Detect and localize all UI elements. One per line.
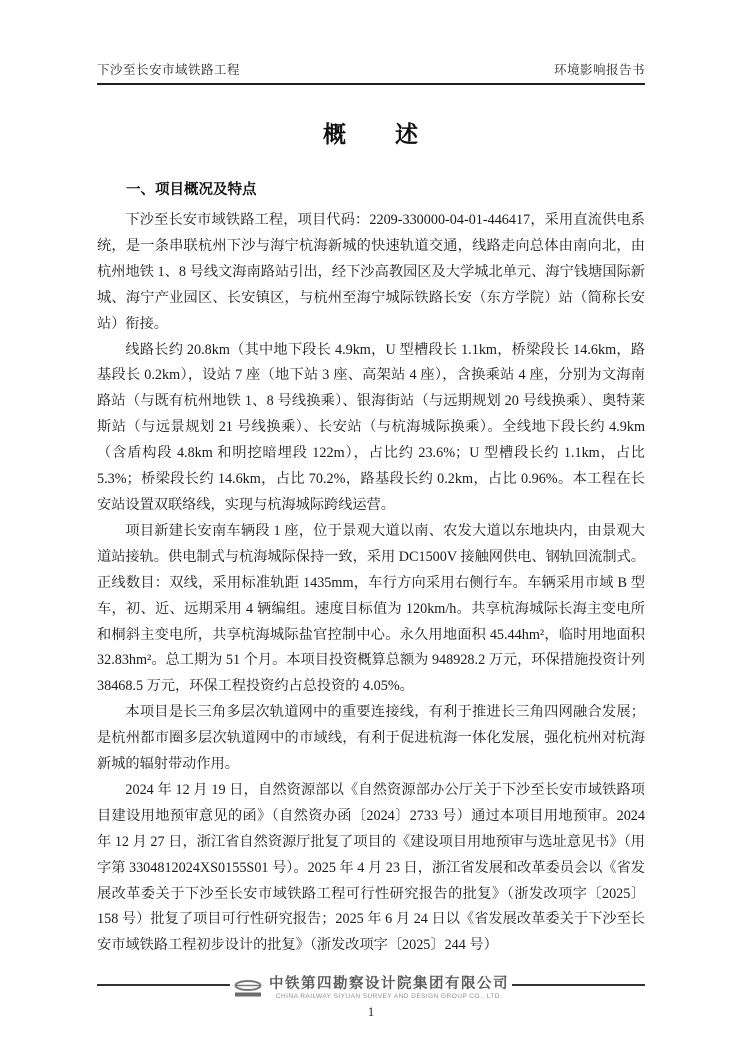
paragraph: 下沙至长安市域铁路工程，项目代码：2209-330000-04-01-446417，采用直流供电系统，是一条串联杭州下沙与海宁杭海新城的快速轨道交通，线路走向总体由南向北，由杭州地铁 1、8 号线文海南路站引出，经下沙高教园区及大学城北单元、海宁钱塘国际新城、海宁产业园区、长安镇区，与杭州至海宁城际铁路长安（东方学院）站（简称长安站）衔接。 (97, 212, 645, 332)
page-header (97, 60, 645, 85)
section-heading: 一、项目概况及特点 (126, 182, 257, 198)
paragraph: 本项目是长三角多层次轨道网中的重要连接线，有利于推进长三角四网融合发展；是杭州都市圈多层次轨道网中的市域线，有利于促进杭海一体化发展，强化杭州对杭海新城的辐射带动作用。 (97, 704, 645, 773)
company-name-cn: 中铁第四勘察设计院集团有限公司 (269, 976, 509, 992)
body-text (97, 208, 645, 959)
page-title: 概 述 (323, 122, 419, 147)
paragraph: 2024 年 12 月 19 日，自然资源部以《自然资源部办公厅关于下沙至长安市域铁路项目建设用地预审意见的函》（自然资办函〔2024〕2733 号）通过本项目用地预审。2024 年 12 月 27 日，浙江省自然资源厅批复了项目的《建设项目用地预审与选址意见书》（用字第 3304812024XS0155S01 号）。2025 年 4 月 23 日，浙江省发展和改革委员会以《省发展改革委关于下沙至长安市域铁路工程可行性研究报告的批复》（浙发改项字〔2025〕158 号）批复了项目可行性研究报告；2025 年 6 月 24 日以《省发展改革委关于下沙至长安市域铁路工程初步设计的批复》（浙发改项字〔2025〕244 号） (97, 781, 645, 954)
company-logo-emblem-icon (233, 980, 263, 998)
footer-rule-left (97, 984, 230, 986)
page-number: 1 (367, 1005, 375, 1019)
paragraph: 线路长约 20.8km（其中地下段长 4.9km，U 型槽段长 1.1km，桥梁段长 14.6km，路基段长 0.2km），设站 7 座（地下站 3 座、高架站 4 座），含换乘站 4 座，分别为文海南路站（与既有杭州地铁 1、8 号线换乘）、银海街站（与远期规划 20 号线换乘）、奥特莱斯站（与远景规划 21 号线换乘）、长安站（与杭海城际换乘）。全线地下段长约 4.9km（含盾构段 4.8km 和明挖暗埋段 122m），占比约 23.6%；U 型槽段长约 1.1km，占比 5.3%；桥梁段长约 14.6km，占比 70.2%，路基段长约 0.2km，占比 0.96%。本工程在长安站设置双联络线，实现与杭海城际跨线运营。 (97, 341, 645, 513)
page-footer (97, 976, 645, 1020)
footer-rule-right (512, 984, 645, 986)
company-logo (230, 976, 512, 1001)
footer-rule (97, 976, 645, 1001)
paragraph: 项目新建长安南车辆段 1 座，位于景观大道以南、农发大道以东地块内，由景观大道站接轨。供电制式与杭海城际保持一致，采用 DC1500V 接触网供电、钢轨回流制式。正线数目：双线，采用标准轨距 1435mm，车行方向采用右侧行车。车辆采用市域 B 型车，初、近、远期采用 4 辆编组。速度目标值为 120km/h。共享杭海城际长海主变电所和桐斜主变电所，共享杭海城际盐官控制中心。永久用地面积 45.44hm²，临时用地面积 32.83hm²。总工期为 51 个月。本项目投资概算总额为 948928.2 万元，环保措施投资计列 38468.5 万元，环保工程投资约占总投资的 4.05%。 (97, 522, 645, 695)
header-project-title: 下沙至长安市域铁路工程 (97, 63, 241, 77)
company-name-en: CHINA RAILWAY SIYUAN SURVEY AND DESIGN GROUP CO., LTD. (275, 993, 503, 1000)
header-report-type: 环境影响报告书 (553, 63, 645, 77)
company-logo-text (269, 976, 509, 1001)
